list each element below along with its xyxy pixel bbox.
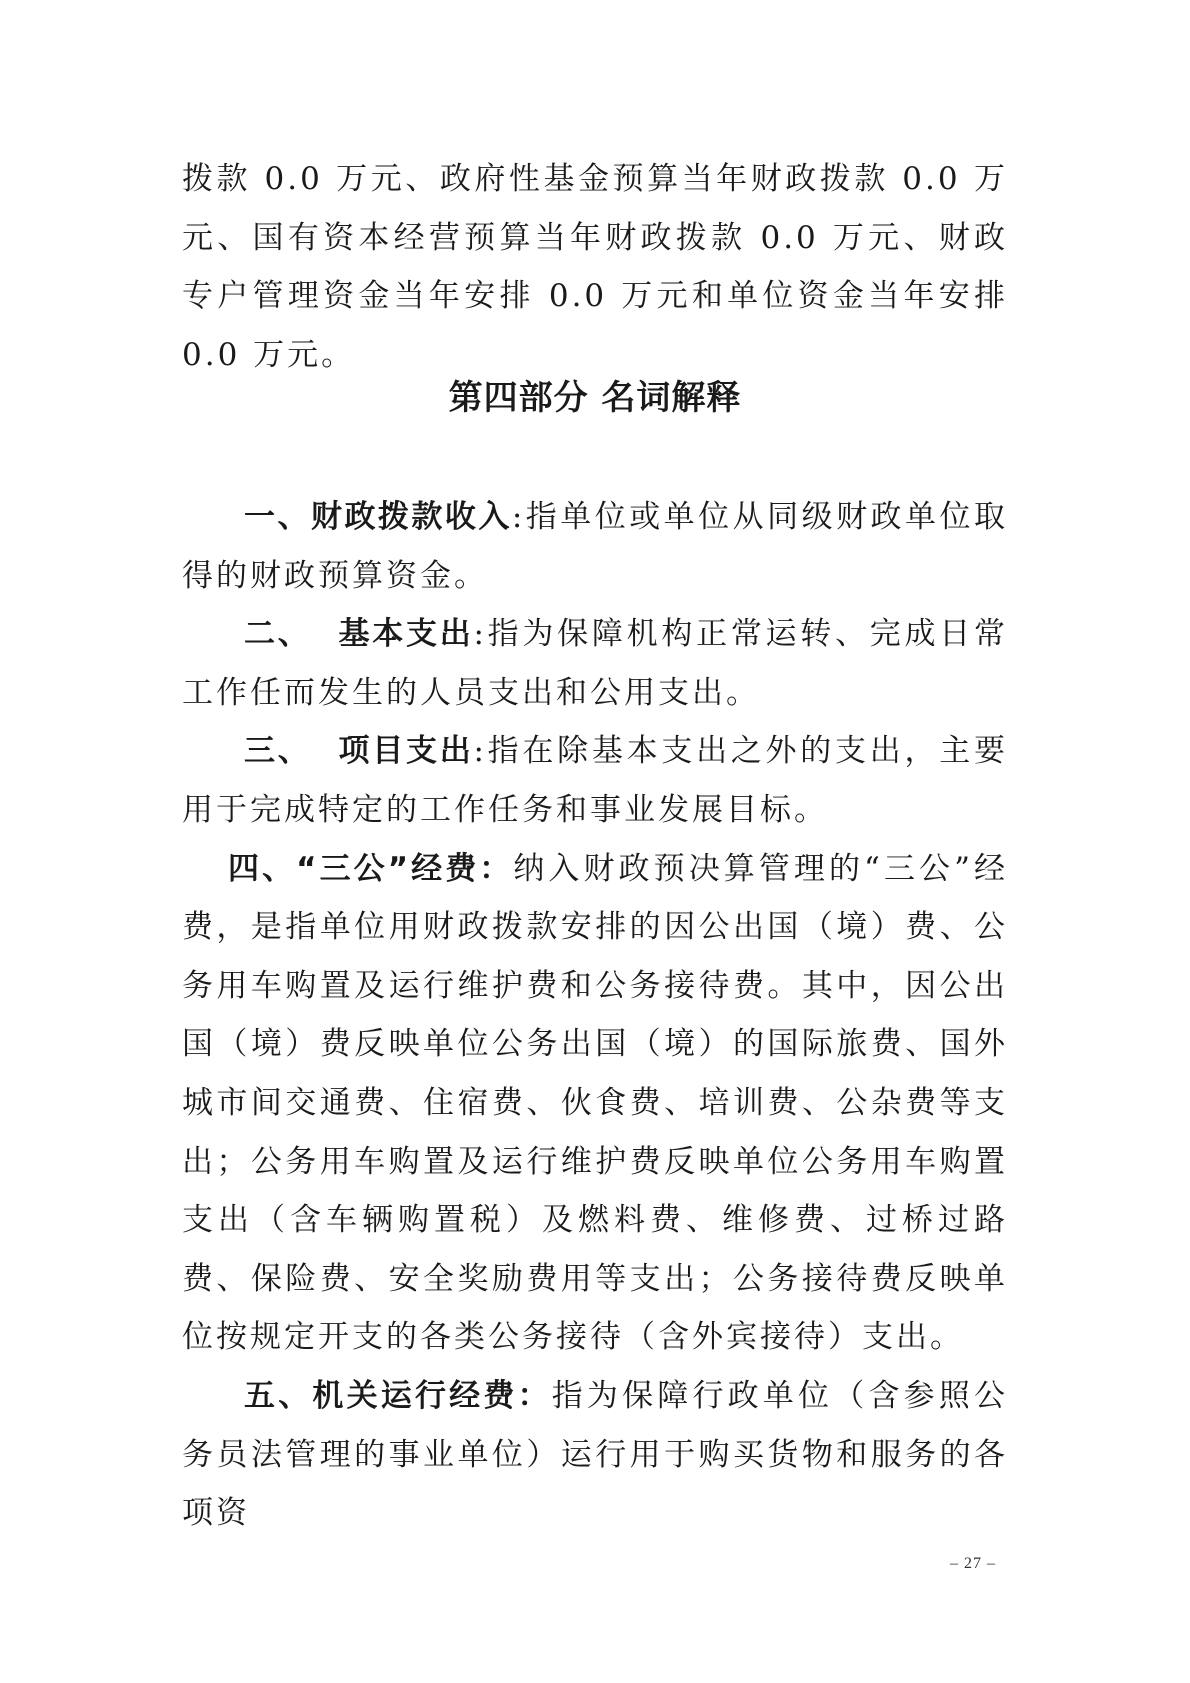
definition-term: 一、财政拨款收入 bbox=[244, 499, 512, 535]
continuation-paragraph: 拨款 0.0 万元、政府性基金预算当年财政拨款 0.0 万元、国有资本经营预算当年财政拨款 0.0 万元、财政专户管理资金当年安排 0.0 万元和单位资金当年安排 0.0 万元。 bbox=[182, 161, 1008, 373]
definition-item bbox=[182, 722, 1008, 839]
definition-item bbox=[182, 840, 1008, 1367]
definition-text: 指为保障行政单位（含参照公务员法管理的事业单位）运行用于购买货物和服务的各项资 bbox=[182, 1377, 1009, 1532]
definition-text: 纳入财政预决算管理的“三公”经费，是指单位用财政拨款安排的因公出国（境）费、公务用车购置及运行维护费和公务接待费。其中，因公出国（境）费反映单位公务出国（境）的国际旅费、国外城市间交通费、住宿费、伙食费、培训费、公杂费等支出；公务用车购置及运行维护费反映单位公务用车购置支出（含车辆购置税）及燃料费、维修费、过桥过路费、保险费、安全奖励费用等支出；公务接待费反映单位按规定开支的各类公务接待（含外宾接待）支出。 bbox=[182, 850, 1008, 1356]
definition-term: 二、 基本支出 bbox=[244, 616, 474, 653]
definition-text: :指在除基本支出之外的支出，主要用于完成特定的工作任务和事业发展目标。 bbox=[182, 733, 1008, 828]
definition-text: :指为保障机构正常运转、完成日常工作任而发生的人员支出和公用支出。 bbox=[182, 616, 1008, 711]
definition-item bbox=[182, 1367, 1008, 1543]
definitions-list bbox=[182, 488, 1008, 1543]
definition-item bbox=[182, 488, 1008, 605]
definition-item bbox=[182, 605, 1008, 722]
definition-text: :指单位或单位从同级财政单位取得的财政预算资金。 bbox=[182, 499, 1008, 594]
page-number: – 27 – bbox=[950, 1555, 996, 1572]
definition-term: 五、机关运行经费： bbox=[244, 1377, 552, 1414]
definition-term: 三、 项目支出 bbox=[244, 733, 474, 770]
definition-term: 四、“三公”经费： bbox=[228, 850, 514, 887]
section-title: 第四部分 名词解释 bbox=[448, 378, 742, 418]
